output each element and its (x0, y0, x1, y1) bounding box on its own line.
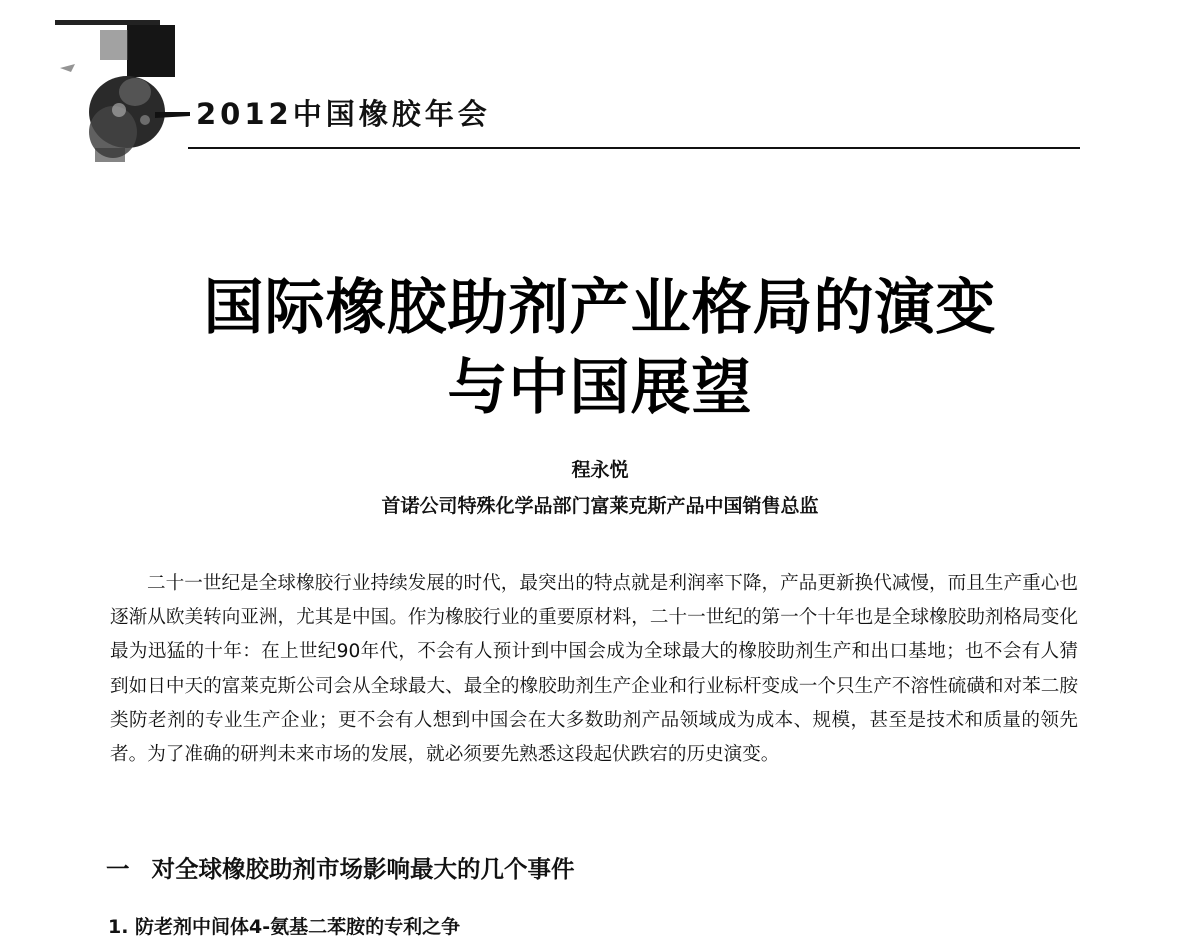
author-name: 程永悦 (571, 459, 629, 481)
section-heading-text: 对全球橡胶助剂市场影响最大的几个事件 (151, 855, 575, 883)
author-affiliation: 首诺公司特殊化学品部门富莱克斯产品中国销售总监 (381, 495, 819, 517)
conference-logo (55, 20, 190, 165)
conference-title: 2012中国橡胶年会 (196, 97, 491, 131)
article-title (100, 268, 1100, 428)
article-title-line-1: 国际橡胶助剂产业格局的演变 (203, 273, 997, 343)
header-divider (188, 147, 1080, 149)
intro-paragraph: 二十一世纪是全球橡胶行业持续发展的时代，最突出的特点就是利润率下降，产品更新换代减慢，而且生产重心也逐渐从欧美转向亚洲，尤其是中国。作为橡胶行业的重要原材料，二十一世纪的第一个十年也是全球橡胶助剂格局变化最为迅猛的十年：在上世纪90年代，不会有人预计到中国会成为全球最大的橡胶助剂生产和出口基地；也不会有人猜到如日中天的富莱克斯公司会从全球最大、最全的橡胶助剂生产企业和行业标杆变成一个只生产不溶性硫磺和对苯二胺类防老剂的专业生产企业；更不会有人想到中国会在大多数助剂产品领域成为成本、规模，甚至是技术和质量的领先者。为了准确的研判未来市场的发展，就必须要先熟悉这段起伏跌宕的历史演变。 (110, 573, 1078, 766)
section-number: 一 (106, 855, 130, 883)
subsection-heading: 1. 防老剂中间体4-氨基二苯胺的专利之争 (108, 916, 461, 938)
article-title-line-2: 与中国展望 (447, 353, 753, 423)
section-heading (106, 850, 575, 884)
